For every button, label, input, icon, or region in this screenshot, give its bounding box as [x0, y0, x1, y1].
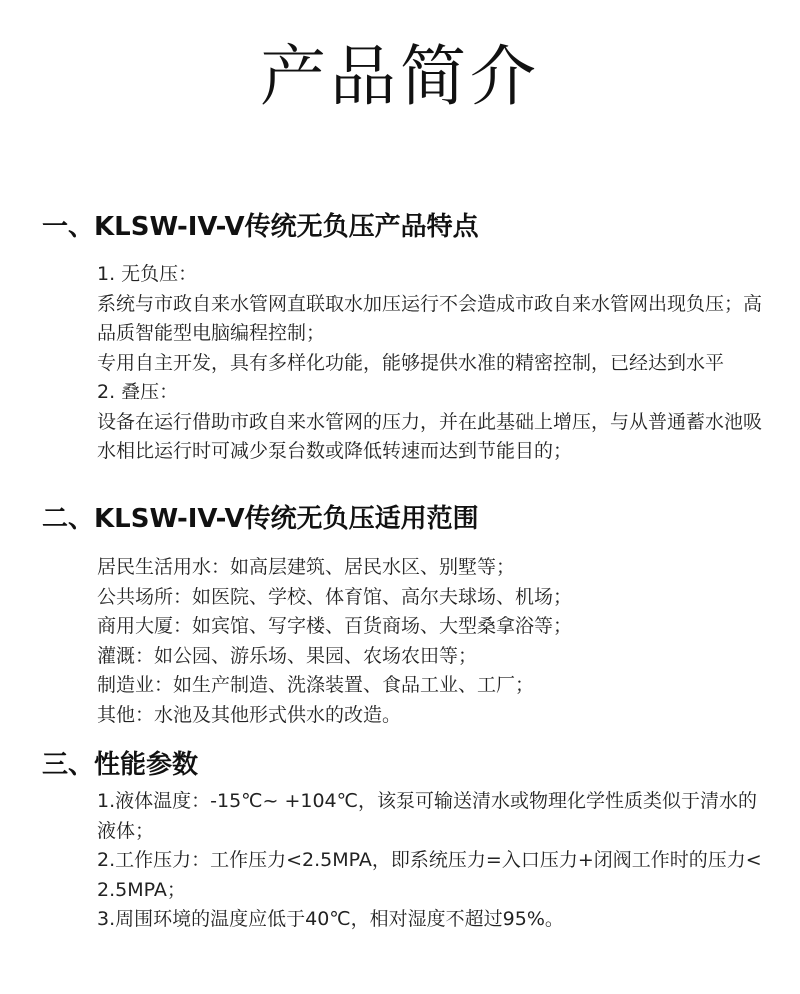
feature-line-1: 1. 无负压： [97, 263, 198, 285]
application-line-2: 公共场所：如医院、学校、体育馆、高尔夫球场、机场； [97, 585, 573, 608]
page-title: 产品简介 [260, 38, 540, 115]
parameter-line-1: 1.液体温度：-15℃~ +104℃，该泵可输送清水或物理化学性质类似于清水的液体； [97, 790, 757, 842]
feature-line-2: 系统与市政自来水管网直联取水加压运行不会造成市政自来水管网出现负压；高品质智能型电脑编程控制； [97, 292, 763, 344]
application-line-5: 制造业：如生产制造、洗涤装置、食品工业、工厂； [97, 674, 535, 696]
section-heading-parameters: 三、性能参数 [42, 750, 199, 780]
parameter-line-2: 2.工作压力：工作压力<2.5MPA，即系统压力=入口压力+闭阀工作时的压力<2.5MPA； [97, 849, 762, 901]
application-line-3: 商用大厦：如宾馆、写字楼、百货商场、大型桑拿浴等； [97, 615, 573, 637]
application-line-4: 灌溉：如公园、游乐场、果园、农场农田等； [97, 644, 478, 667]
section-body-parameters [97, 787, 762, 935]
feature-line-4: 2. 叠压： [97, 381, 179, 403]
parameter-line-3: 3.周围环境的温度应低于40℃，相对湿度不超过95%。 [97, 908, 564, 930]
feature-line-5: 设备在运行借助市政自来水管网的压力，并在此基础上增压，与从普通蓄水池吸水相比运行时可减少泵台数或降低转速而达到节能目的； [97, 410, 763, 462]
section-body-applications [97, 553, 762, 730]
section-heading-applications: 二、KLSW-IV-V传统无负压适用范围 [42, 504, 479, 534]
application-line-6: 其他：水池及其他形式供水的改造。 [97, 703, 402, 726]
section-body-features [97, 260, 762, 467]
feature-line-3: 专用自主开发，具有多样化功能，能够提供水准的精密控制，已经达到水平 [97, 351, 725, 374]
application-line-1: 居民生活用水：如高层建筑、居民水区、别墅等； [97, 556, 516, 578]
section-heading-features: 一、KLSW-IV-V传统无负压产品特点 [42, 212, 479, 242]
